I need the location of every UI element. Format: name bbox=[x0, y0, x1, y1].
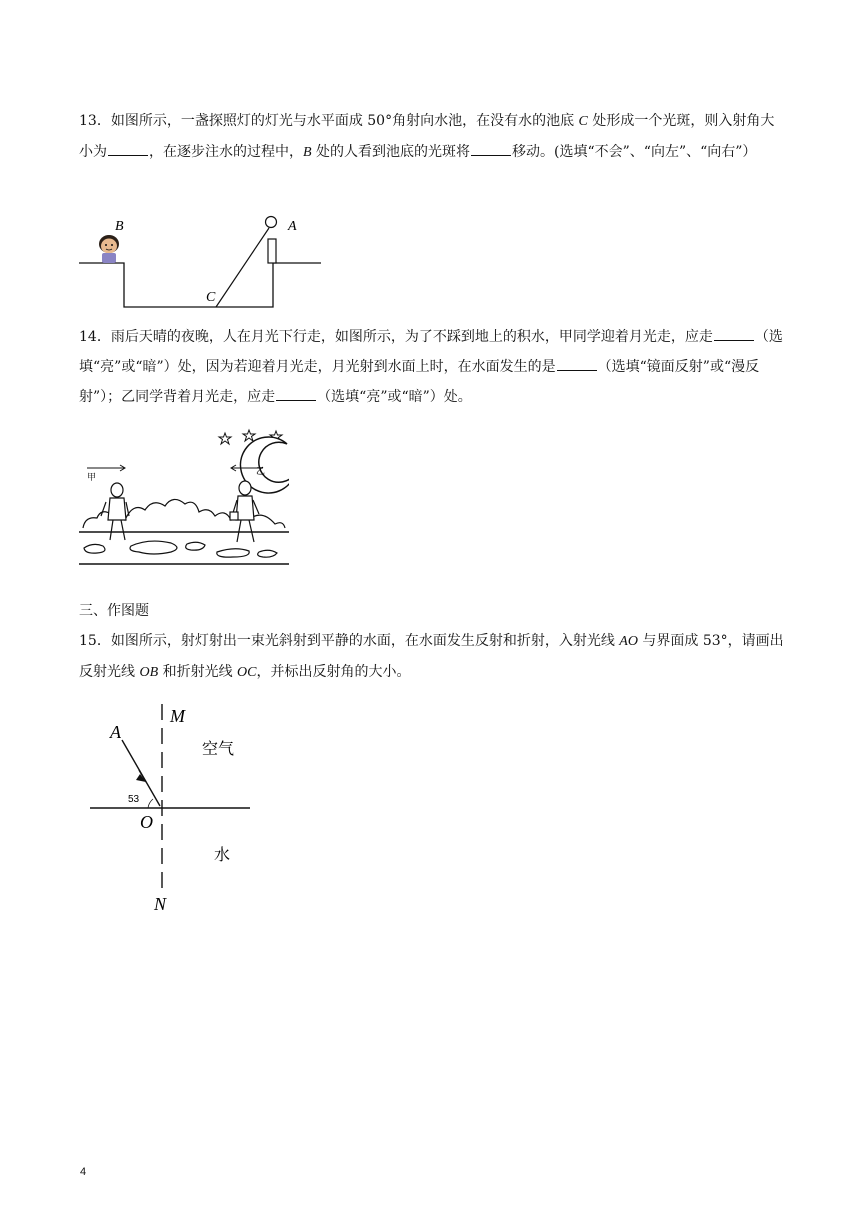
question-13-text-1: 如图所示，一盏探照灯的灯光与水平面成 50°角射向水池，在没有水的池底 bbox=[110, 113, 579, 129]
label-jia: 甲 bbox=[87, 473, 97, 483]
question-15-text-1: 如图所示，射灯射出一束光斜射到平静的水面，在水面发生反射和折射，入射光线 bbox=[110, 633, 620, 649]
light-beam bbox=[216, 228, 269, 307]
label-o: O bbox=[140, 812, 153, 832]
label-c: C bbox=[206, 290, 216, 305]
label-air: 空气 bbox=[202, 739, 235, 758]
figure-13-pool-diagram bbox=[79, 208, 329, 312]
question-14-text-1: 雨后天晴的夜晚，人在月光下行走，如图所示，为了不踩到地上的积水，甲同学迎着月光走，应走 bbox=[110, 329, 713, 345]
answer-blank-13-1[interactable] bbox=[108, 141, 148, 156]
question-14 bbox=[79, 322, 785, 412]
question-14-text-2: （选填“亮”或“暗”）处，因为若迎着月光走，月光射到水面上时，在水面发生的是 bbox=[79, 329, 783, 375]
question-14-text-4: （选填“亮”或“暗”）处。 bbox=[317, 389, 472, 405]
person-b-icon bbox=[99, 235, 119, 263]
question-15-number: 15． bbox=[79, 633, 111, 649]
answer-blank-13-2[interactable] bbox=[471, 141, 511, 156]
point-c-ref: C bbox=[578, 114, 588, 129]
answer-blank-14-1[interactable] bbox=[714, 326, 754, 341]
question-14-number: 14． bbox=[79, 329, 111, 345]
question-13-text-4: 处的人看到池底的光斑将 bbox=[311, 144, 471, 160]
label-yi: 乙 bbox=[256, 467, 266, 477]
label-water: 水 bbox=[214, 845, 231, 864]
ray-oc-ref: OC bbox=[237, 665, 257, 680]
label-m: M bbox=[170, 706, 185, 726]
lamp-post bbox=[268, 239, 276, 263]
question-13-text-2: 处形成一个光斑，则入射角大小为 bbox=[79, 113, 775, 160]
point-b-ref: B bbox=[303, 145, 312, 160]
figure-15-refraction-diagram bbox=[84, 698, 264, 918]
section-heading: 三、作图题 bbox=[79, 603, 149, 619]
label-angle-53: 53 bbox=[128, 794, 140, 805]
label-a: A bbox=[110, 722, 121, 742]
question-13-text-5: 移动。(选填“不会”、“向左”、“向右”） bbox=[512, 144, 757, 160]
pool-outline bbox=[79, 263, 321, 307]
question-13-text-3: ，在逐步注水的过程中， bbox=[149, 144, 303, 160]
ray-ob-ref: OB bbox=[139, 665, 159, 680]
page-number: 4 bbox=[80, 1166, 87, 1178]
question-15-text-3: 和折射光线 bbox=[158, 664, 238, 680]
question-14-text-3: （选填“镜面反射”或“漫反射”）；乙同学背着月光走，应走 bbox=[79, 359, 760, 405]
question-15-text-2: 与界面成 53°，请画出反射光线 bbox=[79, 633, 784, 680]
label-a: A bbox=[288, 219, 297, 234]
label-b: B bbox=[115, 219, 124, 234]
angle-arc bbox=[148, 799, 153, 808]
label-n: N bbox=[154, 894, 167, 914]
figure-14-moonlight-scene bbox=[79, 424, 289, 570]
ray-ao-ref: AO bbox=[619, 634, 638, 649]
searchlight-icon bbox=[266, 217, 277, 228]
question-13-number: 13． bbox=[79, 113, 111, 129]
question-15 bbox=[79, 626, 785, 688]
answer-blank-14-2[interactable] bbox=[557, 356, 597, 371]
answer-blank-14-3[interactable] bbox=[276, 386, 316, 401]
question-13 bbox=[79, 106, 785, 168]
water-puddles bbox=[84, 541, 277, 557]
question-15-text-4: ，并标出反射角的大小。 bbox=[256, 664, 411, 680]
